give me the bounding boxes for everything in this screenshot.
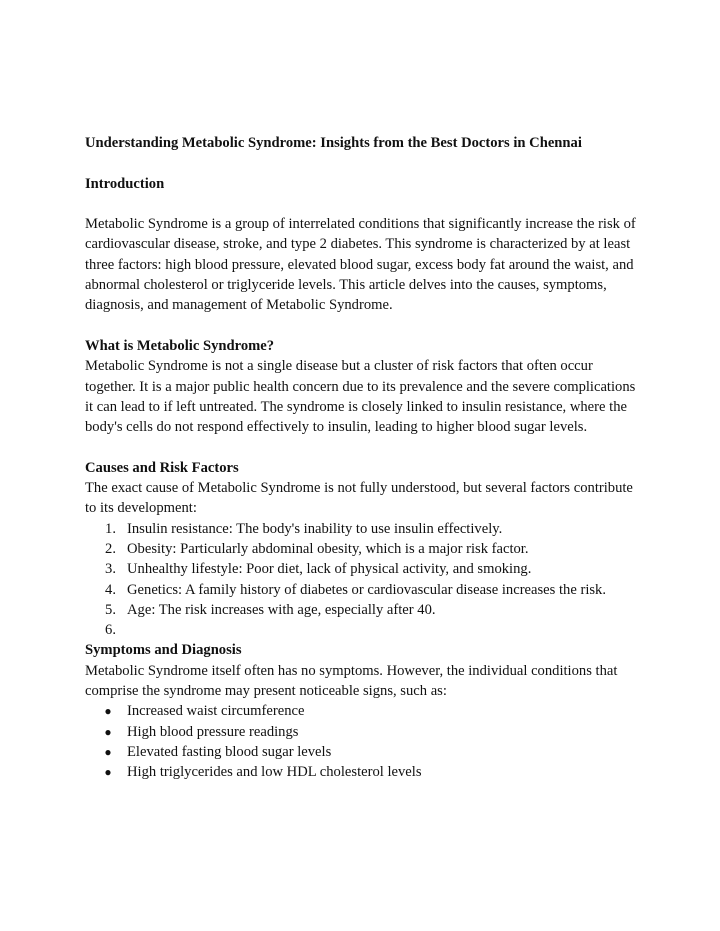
list-item-text: Unhealthy lifestyle: Poor diet, lack of physical activity, and smoking. [127, 561, 532, 578]
symptoms-heading: Symptoms and Diagnosis [85, 642, 242, 659]
list-item [85, 620, 645, 640]
list-item-text: High blood pressure readings [127, 723, 299, 740]
symptoms-paragraph: Metabolic Syndrome itself often has no symptoms. However, the individual conditions that comprise the syndrome may present noticeable signs, such as: [85, 662, 618, 700]
list-number: 3. [105, 561, 116, 578]
list-item [85, 701, 645, 721]
what-paragraph: Metabolic Syndrome is not a single disease but a cluster of risk factors that often occur together. It is a major public health concern due to its prevalence and the severe complications it can lead to if left untreated. The syndrome is closely linked to insulin resistance, where the body's cells do not respond effectively to insulin, leading to higher blood sugar levels. [85, 358, 636, 436]
list-item [85, 580, 645, 600]
list-item [85, 742, 645, 762]
bullet-icon: ● [104, 704, 112, 719]
list-number: 5. [105, 601, 116, 618]
list-item-text: Insulin resistance: The body's inability to use insulin effectively. [127, 520, 503, 537]
list-item-text: Increased waist circumference [127, 703, 305, 720]
causes-heading: Causes and Risk Factors [85, 459, 239, 476]
list-item-text: Obesity: Particularly abdominal obesity, which is a major risk factor. [127, 540, 529, 557]
document-page [85, 133, 645, 783]
list-item [85, 762, 645, 782]
symptoms-list [85, 701, 645, 782]
list-item [85, 519, 645, 539]
what-heading: What is Metabolic Syndrome? [85, 337, 275, 354]
bullet-icon: ● [104, 744, 112, 759]
list-item-text: Genetics: A family history of diabetes or cardiovascular disease increases the risk. [127, 581, 607, 598]
list-item-text: High triglycerides and low HDL cholesterol levels [127, 764, 422, 781]
list-number: 2. [105, 540, 116, 557]
causes-list [85, 519, 645, 641]
list-number: 4. [105, 581, 116, 598]
bullet-icon: ● [104, 765, 112, 780]
list-item-text: Elevated fasting blood sugar levels [127, 743, 332, 760]
list-item [85, 539, 645, 559]
list-number: 6. [105, 622, 116, 639]
intro-heading: Introduction [85, 175, 165, 192]
document-title: Understanding Metabolic Syndrome: Insights from the Best Doctors in Chennai [85, 135, 582, 151]
list-item [85, 559, 645, 579]
list-item [85, 722, 645, 742]
bullet-icon: ● [104, 724, 112, 739]
intro-paragraph: Metabolic Syndrome is a group of interrelated conditions that significantly increase the risk of cardiovascular disease, stroke, and type 2 diabetes. This syndrome is characterized by at least three factors: high blood pressure, elevated blood sugar, excess body fat around the waist, and abnormal cholesterol or triglyceride levels. This article delves into the causes, symptoms, diagnosis, and management of Metabolic Syndrome. [85, 216, 636, 314]
causes-paragraph: The exact cause of Metabolic Syndrome is not fully understood, but several factors contribute to its development: [85, 480, 633, 517]
list-item [85, 600, 645, 620]
list-item-text: Age: The risk increases with age, especially after 40. [127, 601, 436, 618]
list-number: 1. [105, 520, 116, 537]
